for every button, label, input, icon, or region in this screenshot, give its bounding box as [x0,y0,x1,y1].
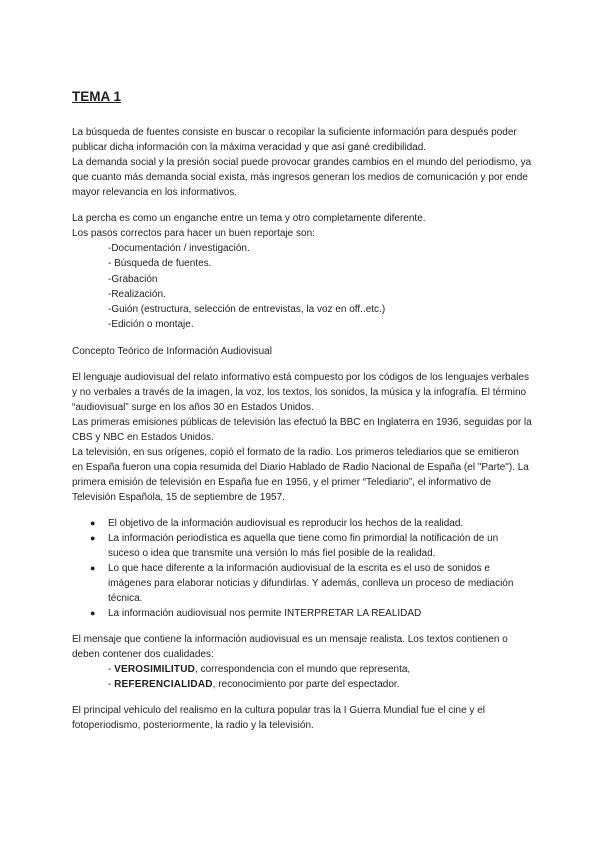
bullet-text: La información periodística es aquella que tiene como fin primordial la notificación de un suceso o idea que transmite una versión lo más fiel posible de la realidad. [108,532,499,559]
bullet-dot-icon: ● [90,562,96,573]
step-item: - Búsqueda de fuentes. [108,258,212,270]
bullet-text: Lo que hace diferente a la información audiovisual de la escrita es el uso de sonidos e imágenes para elaborar noticias y difundirlas. Y además, conlleva un proceso de mediación técnica. [108,562,514,604]
page-title: TEMA 1 [72,89,122,104]
intro-paragraph-demanda: La demanda social y la presión social puede provocar grandes cambios en el mundo del periodismo, ya que cuanto más demanda social exista, más ingresos generan los medios de comunicación y por ende mayor relevancia en los informativos. [72,157,532,198]
lenguaje-paragraph: El lenguaje audiovisual del relato informativo está compuesto por los códigos de los lenguajes verbales y no verbales a través de la imagen, la voz, los textos, los sonidos, la música y la infografía. El término “audiovisual” surge en los años 30 en Estados Unidos. [72,371,529,413]
bullet-item [90,606,532,621]
step-item: -Documentación / investigación. [108,243,250,254]
bullet-dot-icon: ● [90,517,96,528]
bullet-item [90,516,532,531]
emisiones-paragraph: Las primeras emisiones públicas de televisión las efectuó la BBC en Inglaterra en 1936, seguidas por la CBS y NBC en Estados Unidos. [72,416,532,443]
percha-paragraph: La percha es como un enganche entre un tema y otro completamente diferente. [72,213,426,224]
quality-term: VEROSIMILITUD [114,663,196,675]
qualities-list [72,662,532,692]
bullet-item [90,531,532,561]
quality-term: REFERENCIALIDAD [114,678,213,690]
bullet-dot-icon: ● [90,532,96,543]
television-paragraph: La televisión, en sus orígenes, copió el formato de la radio. Los primeros telediarios que se emitieron en España fueron una copia resumida del Diario Hablado de Radio Nacional de España (el "Parte"). La primera emisión de televisión en España fue en 1956, y el primer “Telediario”, el informativo de Televisión Española, 15 de septiembre de 1957. [72,446,529,503]
step-item: -Edición o montaje. [108,319,194,331]
section-heading-concepto: Concepto Teórico de Información Audiovisual [72,345,272,357]
quality-item: - VEROSIMILITUD, correspondencia con el mundo que representa, [108,663,411,675]
step-item: -Grabación [108,273,158,285]
steps-list [72,241,532,333]
intro-paragraph-fuentes: La búsqueda de fuentes consiste en buscar o recopilar la suficiente información para después poder publicar dicha información con la máxima veracidad y que así gané credibilidad. [72,127,517,153]
step-item: -Guión (estructura, selección de entrevistas, la voz en off..etc.) [108,304,386,316]
bullet-item [90,561,532,606]
document-page [72,88,532,733]
quality-item: - REFERENCIALIDAD, reconocimiento por parte del espectador. [108,678,400,690]
pasos-intro-paragraph: Los pasos correctos para hacer un buen reportaje son: [72,228,315,239]
mensaje-paragraph: El mensaje que contiene la información audiovisual es un mensaje realista. Los textos contienen o deben contener dos cualidades: [72,633,508,660]
bullet-list [72,516,532,621]
bullet-text: La información audiovisual nos permite INTERPRETAR LA REALIDAD [108,607,422,619]
bullet-dot-icon: ● [90,607,96,618]
step-item: -Realización. [108,288,166,300]
bullet-text: El objetivo de la información audiovisual es reproducir los hechos de la realidad. [108,517,464,529]
closing-paragraph: El principal vehículo del realismo en la cultura popular tras la I Guerra Mundial fue el cine y el fotoperiodismo, posteriormente, la radio y la televisión. [72,704,485,731]
